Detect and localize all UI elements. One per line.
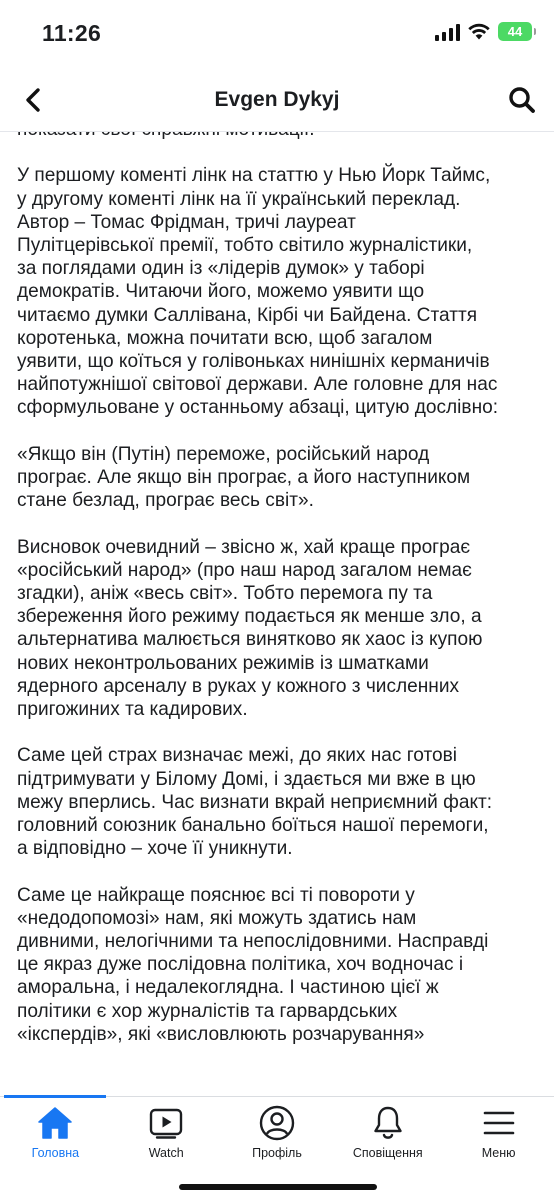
status-time: 11:26 <box>42 20 102 46</box>
cellular-signal-icon <box>435 23 460 41</box>
tab-profile[interactable] <box>222 1097 333 1160</box>
post-paragraph: Висновок очевидний – звісно ж, хай краще програє «російський народ» (про наш народ загалом немає згадки), аніж «весь світ». Тобто перемога пу та збереження його режиму подається як менше зло, а альтернатива малюється винятково як хаос із купою нових неконтрольованих режимів із шматками ядерного арсеналу в руках у кожного з численних пригожиних та кадирових. <box>17 536 483 721</box>
battery-level: 44 <box>507 24 523 39</box>
post-content[interactable] <box>0 118 554 1096</box>
watch-video-icon <box>148 1105 184 1141</box>
post-paragraph: Саме цей страх визначає межі, до яких нас готові підтримувати у Білому Домі, і здається ми вже в цю межу вперлись. Час визнати вкрай неприємний факт: головний союзник банально боїться нашої перемоги, а відповідно – хоче її уникнути. <box>17 745 493 860</box>
tab-label: Меню <box>481 1146 516 1160</box>
bottom-tab-bar <box>0 1096 554 1200</box>
post-paragraph: «Якщо він (Путін) переможе, російський народ програє. Але якщо він програє, а його наступником стане безлад, програє весь світ». <box>17 443 471 512</box>
battery-icon <box>498 22 532 41</box>
status-icons <box>435 22 532 41</box>
home-indicator[interactable] <box>179 1184 377 1190</box>
top-navbar <box>0 70 554 132</box>
tab-label: Watch <box>148 1146 184 1160</box>
tab-notifications[interactable] <box>332 1097 443 1160</box>
status-bar <box>0 0 554 70</box>
active-tab-indicator <box>4 1095 106 1098</box>
wifi-icon <box>468 23 490 40</box>
tab-home[interactable] <box>0 1097 111 1160</box>
search-icon <box>508 86 536 114</box>
post-paragraph: Саме це найкраще пояснює всі ті повороти у «недодопомозі» нам, які можуть здатись нам дивними, нелогічними та непослідовними. Насправді це якраз дуже послідовна політика, хоч водночас і аморальна, і недалекоглядна. І частиною цієї ж політики є хор журналістів та гарвардських «ікспердів», які «висловлюють розчарування» <box>17 884 489 1045</box>
search-button[interactable] <box>506 84 538 116</box>
profile-icon <box>259 1105 295 1141</box>
tab-label: Профіль <box>252 1146 302 1160</box>
tab-label: Сповіщення <box>352 1146 423 1160</box>
home-icon <box>37 1105 73 1141</box>
post-text <box>0 118 554 1046</box>
tab-watch[interactable] <box>111 1097 222 1160</box>
page-title: Evgen Dykyj <box>214 88 340 111</box>
menu-icon <box>481 1105 517 1141</box>
post-paragraph: У першому коменті лінк на статтю у Нью Йорк Таймс, у другому коменті лінк на її український переклад. Автор – Томас Фрідман, тричі лауреат Пулітцерівської премії, тобто світило журналістики, за поглядами один із «лідерів думок» у таборі демократів. Читаючи його, можемо уявити що читаємо думки Саллівана, Кірбі чи Байдена. Стаття коротенька, можна почитати всю, щоб загалом уявити, що коїться у голівоньках нинішніх керманичів найпотужнішої світової держави. Але головне для нас сформульоване у останньому абзаці, цитую дослівно: <box>17 165 499 419</box>
bell-icon <box>370 1105 406 1141</box>
tab-menu[interactable] <box>443 1097 554 1160</box>
tab-label: Головна <box>31 1146 80 1160</box>
